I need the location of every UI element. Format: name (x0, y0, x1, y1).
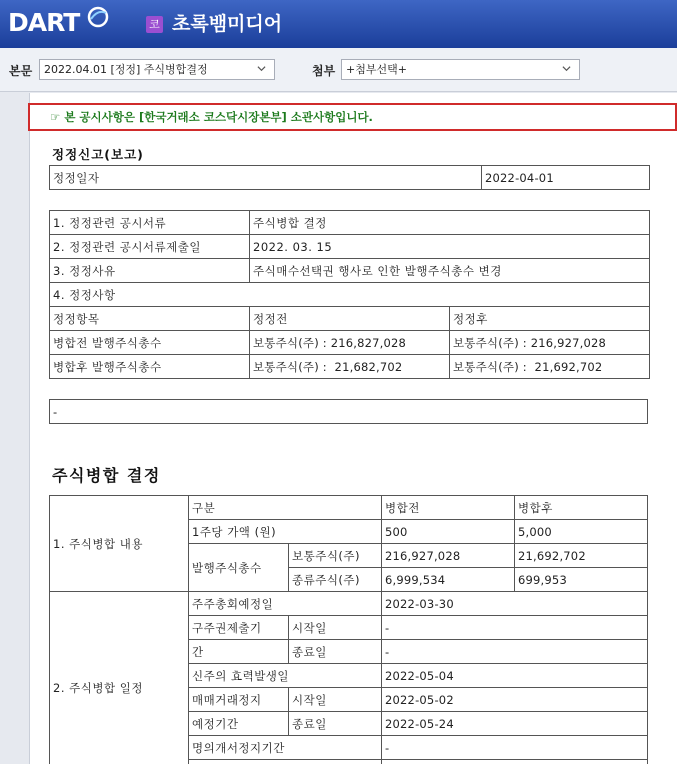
cert-end: - (382, 640, 648, 664)
schedule-label: 2. 주식병합 일정 (50, 592, 189, 764)
head-after: 병합후 (515, 496, 648, 520)
effective-label: 신주의 효력발생일 (189, 664, 382, 688)
item-name: 병합후 발행주식총수 (50, 355, 250, 379)
date-value: 2022-04-01 (482, 166, 650, 190)
empty-cell (382, 760, 648, 764)
items-header-before: 정정전 (250, 307, 450, 331)
table-row (50, 592, 648, 616)
chevron-down-icon (562, 64, 571, 73)
cert-label-cont (189, 640, 289, 664)
halt-label-line2: 예정기간 (192, 716, 239, 731)
transfer-value: - (382, 736, 648, 760)
row-value: 주식매수선택권 행사로 인한 발행주식총수 변경 (250, 259, 650, 283)
correction-details-table (49, 210, 650, 379)
items-label: 4. 정정사항 (50, 283, 650, 307)
logo-swoosh-icon (87, 6, 109, 28)
dart-logo[interactable] (8, 8, 79, 38)
correction-note-table (49, 399, 648, 424)
table-row (50, 259, 650, 283)
cert-start-label: 시작일 (289, 616, 382, 640)
effective-date: 2022-05-04 (382, 664, 648, 688)
halt-end: 2022-05-24 (382, 712, 648, 736)
cert-label (189, 616, 289, 640)
halt-start: 2022-05-02 (382, 688, 648, 712)
halt-label (189, 688, 289, 712)
document-toolbar (0, 48, 677, 92)
par-before: 500 (382, 520, 515, 544)
document-viewport[interactable] (0, 93, 677, 764)
row-label: 3. 정정사유 (50, 259, 250, 283)
pref-label: 종류주식(주) (289, 568, 382, 592)
transfer-label: 명의개서정지기간 (189, 736, 382, 760)
item-after: 보통주식(주) : 216,927,028 (450, 331, 650, 355)
halt-label-cont (189, 712, 289, 736)
date-label: 정정일자 (50, 166, 482, 190)
items-header-item: 정정항목 (50, 307, 250, 331)
item-before: 보통주식(주) : 216,827,028 (250, 331, 450, 355)
correction-title: 정정신고(보고) (52, 147, 144, 162)
note-value: - (50, 400, 648, 424)
item-name: 병합전 발행주식총수 (50, 331, 250, 355)
content-label: 1. 주식병합 내용 (50, 496, 189, 592)
cert-end-label: 종료일 (289, 640, 382, 664)
table-row (50, 235, 650, 259)
body-select-value: 2022.04.01 [정정] 주식병합결정 (44, 63, 208, 76)
body-select[interactable] (39, 59, 275, 80)
cert-start: - (382, 616, 648, 640)
row-label: 2. 정정관련 공시서류제출일 (50, 235, 250, 259)
table-row (50, 307, 650, 331)
shares-label: 발행주식총수 (189, 544, 289, 592)
par-label: 1주당 가액 (원) (189, 520, 382, 544)
cert-label-line2: 간 (192, 644, 204, 659)
cert-label-line1: 구주권제출기 (192, 620, 262, 635)
row-value: 주식병합 결정 (250, 211, 650, 235)
body-label: 본문 (9, 64, 33, 78)
meeting-date: 2022-03-30 (382, 592, 648, 616)
merger-title: 주식병합 결정 (52, 466, 161, 485)
par-after: 5,000 (515, 520, 648, 544)
head-before: 병합전 (382, 496, 515, 520)
attach-select-value: +첨부선택+ (346, 63, 407, 76)
correction-date-table (49, 165, 650, 190)
table-row (50, 400, 648, 424)
app-header (0, 0, 677, 48)
row-value: 2022. 03. 15 (250, 235, 650, 259)
common-label: 보통주식(주) (289, 544, 382, 568)
row-label: 1. 정정관련 공시서류 (50, 211, 250, 235)
table-row (50, 166, 650, 190)
meeting-label: 주주총회예정일 (189, 592, 382, 616)
chevron-down-icon (257, 64, 266, 73)
common-before: 216,927,028 (382, 544, 515, 568)
table-row (50, 331, 650, 355)
merger-table (49, 495, 648, 764)
items-header-after: 정정후 (450, 307, 650, 331)
table-row (50, 496, 648, 520)
halt-start-label: 시작일 (289, 688, 382, 712)
logo-text: DART (8, 8, 80, 37)
empty-cell (189, 760, 382, 764)
attach-select[interactable] (341, 59, 580, 80)
halt-end-label: 종료일 (289, 712, 382, 736)
head-col: 구분 (189, 496, 382, 520)
item-before: 보통주식(주) : 21,682,702 (250, 355, 450, 379)
pref-after: 699,953 (515, 568, 648, 592)
corp-name: 초록뱀미디어 (172, 13, 283, 35)
table-row (50, 211, 650, 235)
halt-label-line1: 매매거래정지 (192, 692, 262, 707)
jurisdiction-notice: ☞ 본 공시사항은 [한국거래소 코스닥시장본부] 소관사항입니다. (28, 103, 677, 131)
table-row (50, 283, 650, 307)
attach-label: 첨부 (312, 64, 336, 78)
table-row (50, 355, 650, 379)
common-after: 21,692,702 (515, 544, 648, 568)
item-after: 보통주식(주) : 21,692,702 (450, 355, 650, 379)
pref-before: 6,999,534 (382, 568, 515, 592)
corp-market-badge: 코 (146, 16, 163, 33)
